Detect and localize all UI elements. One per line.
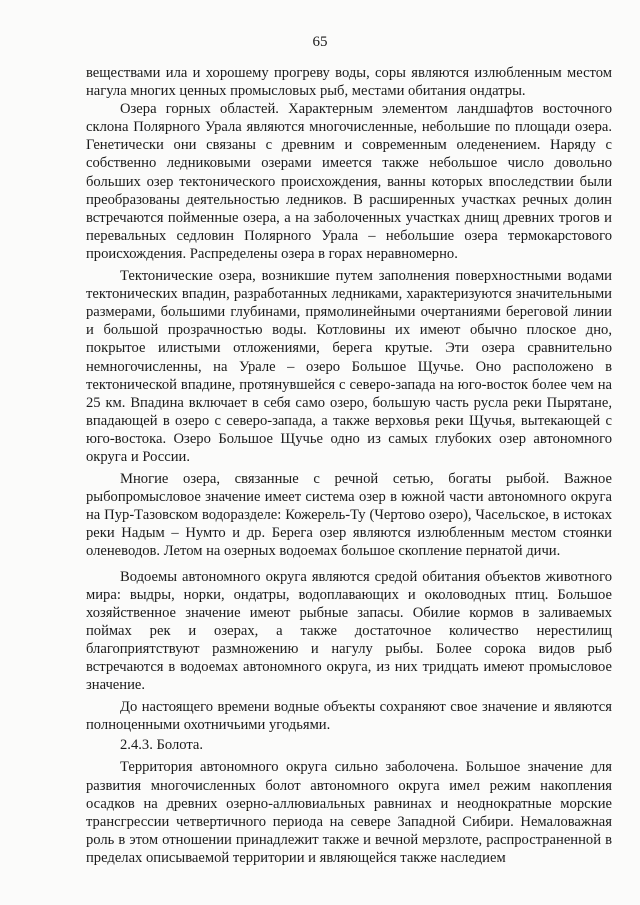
paragraph-hunting-grounds: До настоящего времени водные объекты сохраняют свое значение и являются полноценными охотничьими угодьями. — [86, 699, 612, 734]
page-number: 65 — [312, 34, 328, 50]
document-body — [86, 64, 612, 867]
paragraph-tectonic-lakes: Тектонические озера, возникшие путем заполнения поверхностными водами тектонических впадин, разработанных ледниками, характеризуются значительными размерами, большими глубинами, прямолинейными очертаниями береговой линии и большой прозрачностью воды. Котловины их имеют обычно плоское дно, покрытое илистыми отложениями, берега крутые. Эти озера сравнительно немногочисленны, на Урале – озеро Большое Щучье. Оно расположено в тектонической впадине, протянувшейся с северо-запада на юго-восток более чем на 25 км. Впадина включает в себя само озеро, большую часть русла реки Пырятане, впадающей в озеро с северо-запада, а также верховья реки Щучья, вытекающей с юго-востока. Озеро Большое Щучье одно из самых глубоких озер автономного округа и России. — [86, 268, 612, 465]
paragraph-fish-lakes: Многие озера, связанные с речной сетью, богаты рыбой. Важное рыбопромысловое значение имеет система озер в южной части автономного округа на Пур-Тазовском водоразделе: Кожерель-Ту (Чертово озеро), Часельское, в истоках реки Надым – Нумто и др. Берега озер являются излюбленным местом стоянки оленеводов. Летом на озерных водоемах большое скопление пернатой дичи. — [86, 471, 612, 560]
paragraph-swamps: Территория автономного округа сильно заболочена. Большое значение для развития многочисленных болот автономного округа имел режим накопления осадков на древних озерно-аллювиальных равнинах и неоднократные морские трансгрессии четвертичного периода на севере Западной Сибири. Немаловажная роль в этом отношении принадлежит также и вечной мерзлоте, распространенной в пределах описываемой территории и являющейся также наследием — [86, 759, 612, 866]
paragraph-continuation: веществами ила и хорошему прогреву воды, соры являются излюбленным местом нагула многих ценных промысловых рыб, местами обитания ондатры. — [86, 65, 612, 100]
section-heading-swamps: 2.4.3. Болота. — [120, 737, 204, 754]
paragraph-water-bodies: Водоемы автономного округа являются средой обитания объектов животного мира: выдры, норки, ондатры, водоплавающих и околоводных птиц. Большое хозяйственное значение имеют рыбные запасы. Обилие кормов в заливаемых поймах рек и озерах, а также достаточное количество нерестилищ благоприятствуют размножению и нагулу рыбы. Более сорока видов рыб встречаются в водоемах автономного округа, из них тридцать имеют промысловое значение. — [86, 568, 612, 694]
paragraph-mountain-lakes: Озера горных областей. Характерным элементом ландшафтов восточного склона Полярного Урала являются многочисленные, небольшие по площади озера. Генетически они связаны с древним и современным оледенением. Наряду с собственно ледниковыми озерами имеется также небольшое число довольно больших озер тектонического происхождения, ванны которых впоследствии были преобразованы деятельностью ледников. В расширенных участках речных долин встречаются пойменные озера, а на заболоченных участках днищ древних трогов и перевальных седловин Полярного Урала – небольшие озера термокарстового происхождения. Распределены озера в горах неравномерно. — [86, 101, 612, 262]
